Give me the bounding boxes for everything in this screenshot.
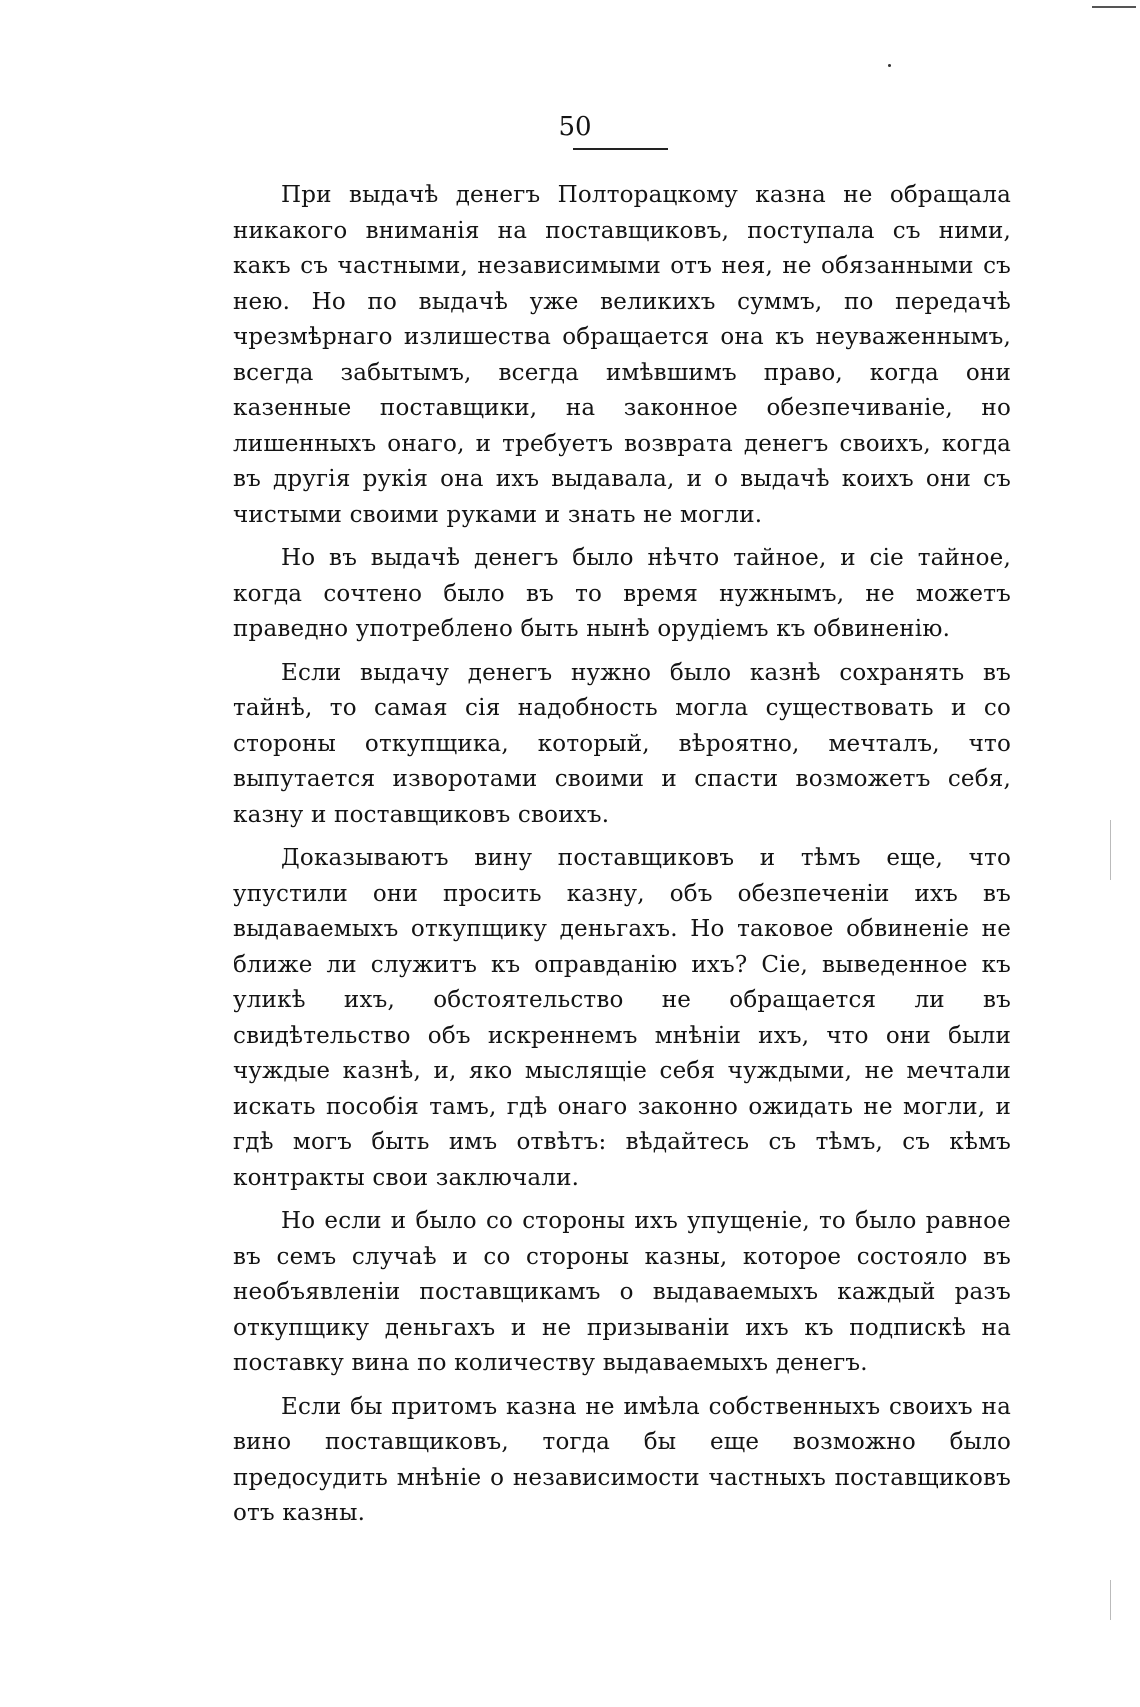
scan-speck bbox=[888, 64, 891, 67]
paragraph-3: Если выдачу денегъ нужно было казнѣ сохранять въ тайнѣ, то самая сія надобность могла существовать и со стороны откупщика, который, вѣроятно, мечталъ, что выпутается изворотами своими и спасти возможетъ себя, казну и поставщиковъ своихъ. bbox=[233, 659, 1011, 828]
paragraph-5: Но если и было со стороны ихъ упущеніе, то было равное въ семъ случаѣ и со стороны казны, которое состояло въ необъявленіи поставщикамъ о выдаваемыхъ каждый разъ откупщику деньгахъ и не призываніи ихъ къ подпискѣ на поставку вина по количеству выдаваемыхъ денегъ. bbox=[233, 1208, 1011, 1376]
scan-mark-edge-2 bbox=[1110, 1580, 1111, 1620]
paragraph-2: Но въ выдачѣ денегъ было нѣчто тайное, и сіе тайное, когда сочтено было въ то время нужнымъ, не можетъ праведно употреблено быть нынѣ орудіемъ къ обвиненію. bbox=[233, 545, 1011, 642]
paragraph-6: Если бы притомъ казна не имѣла собственныхъ своихъ на вино поставщиковъ, тогда бы еще возможно было предосудить мнѣніе о независимости частныхъ поставщиковъ отъ казны. bbox=[233, 1393, 1011, 1526]
paragraph-4: Доказываютъ вину поставщиковъ и тѣмъ еще, что упустили они просить казну, объ обезпеченіи ихъ въ выдаваемыхъ откупщику деньгахъ. Но таковое обвиненіе не ближе ли служитъ къ оправданію ихъ? Сіе, выведенное къ уликѣ ихъ, обстоятельство не обращается ли въ свидѣтельство объ искреннемъ мнѣніи ихъ, что они были чуждые казнѣ, и, яко мыслящіе себя чуждыми, не мечтали искать пособія тамъ, гдѣ онаго законно ожидать не могли, и гдѣ могъ быть имъ отвѣтъ: вѣдайтесь съ тѣмъ, съ кѣмъ контракты свои заключали. bbox=[233, 845, 1011, 1191]
scan-edge-marks bbox=[1080, 0, 1140, 1707]
body-text bbox=[233, 178, 1011, 1540]
page-number-rule bbox=[573, 148, 668, 150]
page-number: 50 bbox=[558, 112, 592, 142]
paragraph-1: При выдачѣ денегъ Полторацкому казна не обращала никакого вниманія на поставщиковъ, поступала съ ними, какъ съ частными, независимыми отъ нея, не обязанными съ нею. Но по выдачѣ уже великихъ суммъ, по передачѣ чрезмѣрнаго излишества обращается она къ неуваженнымъ, всегда забытымъ, всегда имѣвшимъ право, когда они казенные поставщики, на законное обезпечиваніе, но лишенныхъ онаго, и требуетъ возврата денегъ своихъ, когда въ другія рукія она ихъ выдавала, и о выдачѣ коихъ они съ чистыми своими руками и знать не могли. bbox=[233, 182, 1011, 528]
scan-mark-edge-1 bbox=[1110, 820, 1111, 880]
scan-mark-top bbox=[1092, 6, 1136, 8]
